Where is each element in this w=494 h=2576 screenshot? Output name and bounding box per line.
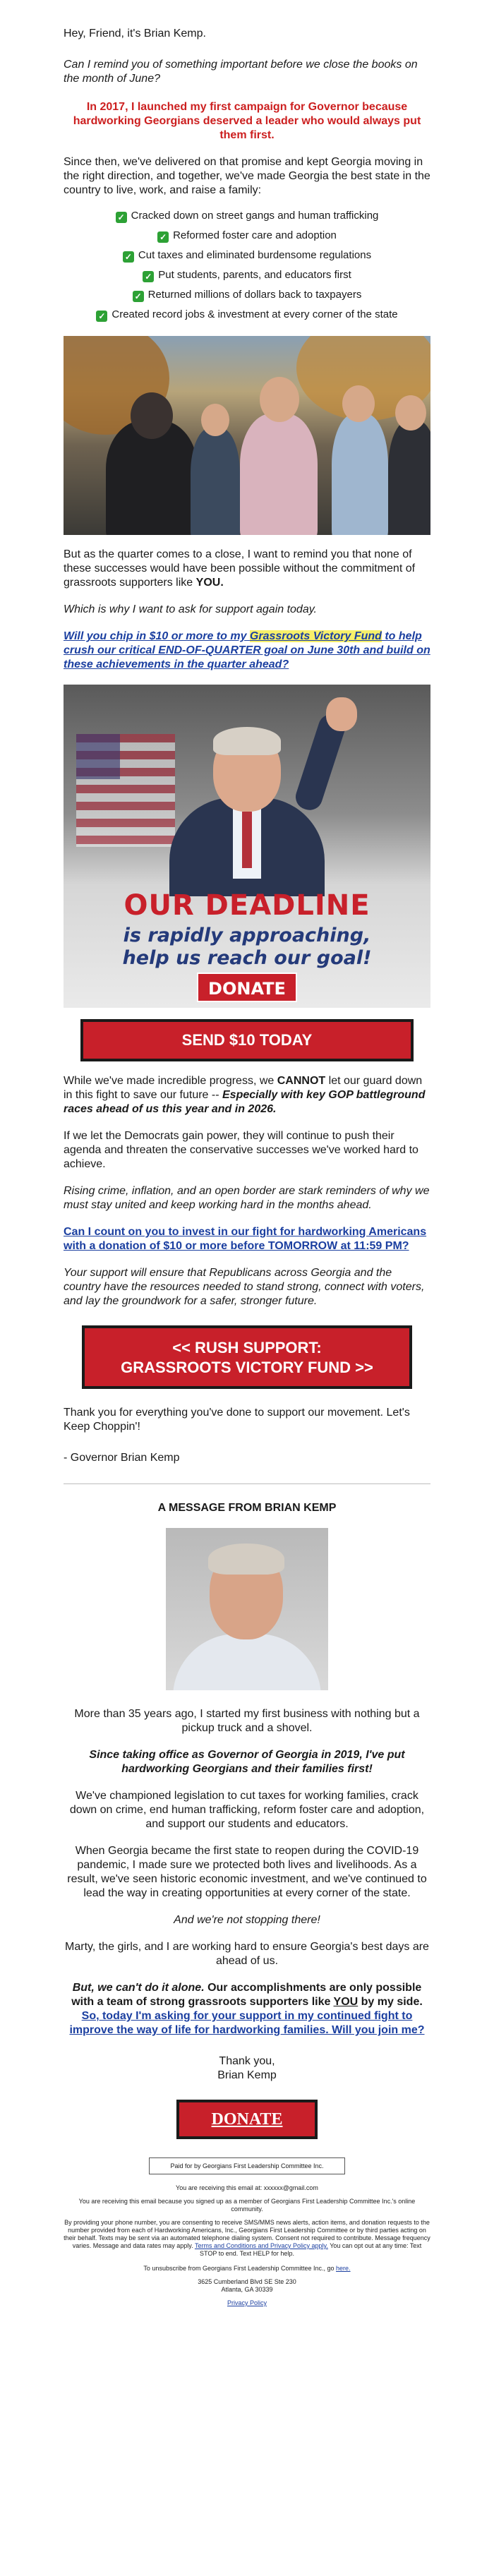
unsubscribe-link[interactable]: here. — [336, 2265, 351, 2272]
intro-question: Can I remind you of something important before we close the books on the month of June? — [64, 59, 418, 85]
divider — [64, 1483, 430, 1484]
deadline-banner[interactable] — [64, 685, 430, 1008]
join-me-link[interactable]: So, today I'm asking for your support in my continued fight to improve the way of life for hardworking families. Will you join me? — [69, 2010, 425, 2036]
list-item: ✓ Cut taxes and eliminated burdensome regulations — [64, 248, 430, 263]
greeting: Hey, Friend, it's Brian Kemp. — [64, 28, 206, 40]
quarter-text: But as the quarter comes to a close, I want to remind you that none of these successes would have been possible without the commitment of grassroots supporters like YOU. — [64, 548, 416, 589]
victory-fund-link[interactable]: Will you chip in $10 or more to my Grassroots Victory Fund to help crush our critical END-OF-QUARTER goal on June 30th and build on these achievements in the quarter ahead? — [64, 630, 430, 670]
check-icon: ✓ — [133, 291, 144, 302]
email-body — [64, 0, 430, 2307]
check-icon: ✓ — [157, 231, 169, 243]
footer-consent: By providing your phone number, you are consenting to receive SMS/MMS news alerts, action items, and donation requests to the number provided from each of Hardworking Americans, Inc., Georgians First Leadership Committee or by third parties acting on their behalf. Texts may be sent via an automated telephone dialing system. Consent not required to contribute. Message frequency varies. Message and data rates may apply. Terms and Conditions and Privacy Policy apply. You can opt out at any time: Text STOP to end. Text HELP for help. — [64, 2219, 430, 2257]
list-item: ✓ Put students, parents, and educators first — [64, 268, 430, 282]
list-item: ✓ Created record jobs & investment at every corner of the state — [64, 308, 430, 322]
democrats-text: If we let the Democrats gain power, they will continue to push their agenda and threaten the conservative successes we've worked hard to achieve. — [64, 1130, 418, 1170]
paid-for-box: Paid for by Georgians First Leadership Committee Inc. — [149, 2157, 345, 2174]
progress-text: Since then, we've delivered on that promise and kept Georgia moving in the right direction, and together, we've made Georgia the best state in the country to live, work, and raise a family: — [64, 156, 430, 196]
invest-link[interactable]: Can I count on you to invest in our fight for hardworking Americans with a donation of $10 or more before TOMORROW at 11:59 PM? — [64, 1226, 427, 1252]
check-icon: ✓ — [96, 311, 107, 322]
bio-paragraph-4: When Georgia became the first state to reopen during the COVID-19 pandemic, I made sure we protected both lives and livelihoods. As a result, we've seen historic economic investment, and we've continued to lead the way in creating opportunities at every corner of the state. — [67, 1845, 427, 1899]
list-item: ✓ Reformed foster care and adoption — [64, 229, 430, 243]
bio-paragraph-2: Since taking office as Governor of Georgia in 2019, I've put hardworking Georgians and their families first! — [89, 1749, 405, 1775]
banner-subline: is rapidly approaching, help us reach our goal! — [122, 925, 372, 969]
banner-donate-button[interactable]: DONATE — [197, 973, 297, 1002]
footer-address-line-1: 3625 Cumberland Blvd SE Ste 230 — [198, 2278, 296, 2285]
closing-name: Brian Kemp — [217, 2069, 277, 2081]
handshake-photo — [64, 336, 430, 535]
thanks-text: Thank you for everything you've done to support our movement. Let's Keep Choppin'! — [64, 1407, 410, 1433]
footer-unsubscribe: To unsubscribe from Georgians First Leadership Committee Inc., go here. — [143, 2265, 351, 2272]
footer-signed-up: You are receiving this email because you signed up as a member of Georgians First Leadership Committee Inc.'s online community. — [78, 2198, 416, 2213]
bio-paragraph-1: More than 35 years ago, I started my first business with nothing but a pickup truck and a shovel. — [74, 1708, 420, 1734]
brian-kemp-portrait — [166, 1528, 328, 1690]
highlight-statement: In 2017, I launched my first campaign for Governor because hardworking Georgians deserved a leader who would always put them first. — [73, 101, 421, 141]
footer-receiving: You are receiving this email at: xxxxxx@gmail.com — [176, 2184, 318, 2191]
terms-link[interactable]: Terms and Conditions and Privacy Policy apply. — [194, 2242, 328, 2249]
privacy-policy-link[interactable]: Privacy Policy — [227, 2299, 267, 2306]
message-header: A MESSAGE FROM BRIAN KEMP — [157, 1502, 337, 1514]
check-icon: ✓ — [143, 271, 154, 282]
banner-headline: OUR DEADLINE — [124, 889, 370, 922]
bio-paragraph-7: But, we can't do it alone. Our accomplishments are only possible with a team of strong grassroots supporters like YOU by my side. So, today I'm asking for your support in my continued fight to improve the way of life for hardworking families. Will you join me? — [69, 1982, 425, 2036]
send-10-button[interactable]: SEND $10 TODAY — [80, 1019, 414, 1061]
ask-paragraph — [64, 630, 430, 672]
support-text: Your support will ensure that Republicans across Georgia and the country have the resources needed to stand strong, connect with voters, and lay the groundwork for a safer, stronger future. — [64, 1267, 425, 1307]
crime-text: Rising crime, inflation, and an open border are stark reminders of why we must stay united and keep working hard in the months ahead. — [64, 1185, 430, 1211]
ask-intro: Which is why I want to ask for support again today. — [64, 603, 317, 615]
list-item: ✓ Cracked down on street gangs and human trafficking — [64, 209, 430, 223]
check-icon: ✓ — [116, 212, 127, 223]
donate-button[interactable]: DONATE — [176, 2100, 318, 2139]
list-item: ✓ Returned millions of dollars back to taxpayers — [64, 288, 430, 302]
bio-paragraph-6: Marty, the girls, and I are working hard to ensure Georgia's best days are ahead of us. — [65, 1941, 429, 1967]
bio-paragraph-3: We've championed legislation to cut taxes for working families, crack down on crime, end human trafficking, reform foster care and adoption, and support our students and educators. — [69, 1790, 425, 1830]
check-icon: ✓ — [123, 251, 134, 263]
closing-thanks: Thank you, — [219, 2055, 275, 2067]
rush-support-button[interactable]: << RUSH SUPPORT: GRASSROOTS VICTORY FUND >> — [82, 1325, 412, 1389]
guard-text: While we've made incredible progress, we CANNOT let our guard down in this fight to save our future -- Especially with key GOP battleground races ahead of us this year and in 2026. — [64, 1075, 426, 1115]
signoff: - Governor Brian Kemp — [64, 1452, 180, 1464]
bio-paragraph-5: And we're not stopping there! — [174, 1914, 320, 1926]
accomplishment-list — [64, 209, 430, 322]
footer-address-line-2: Atlanta, GA 30339 — [221, 2286, 273, 2293]
